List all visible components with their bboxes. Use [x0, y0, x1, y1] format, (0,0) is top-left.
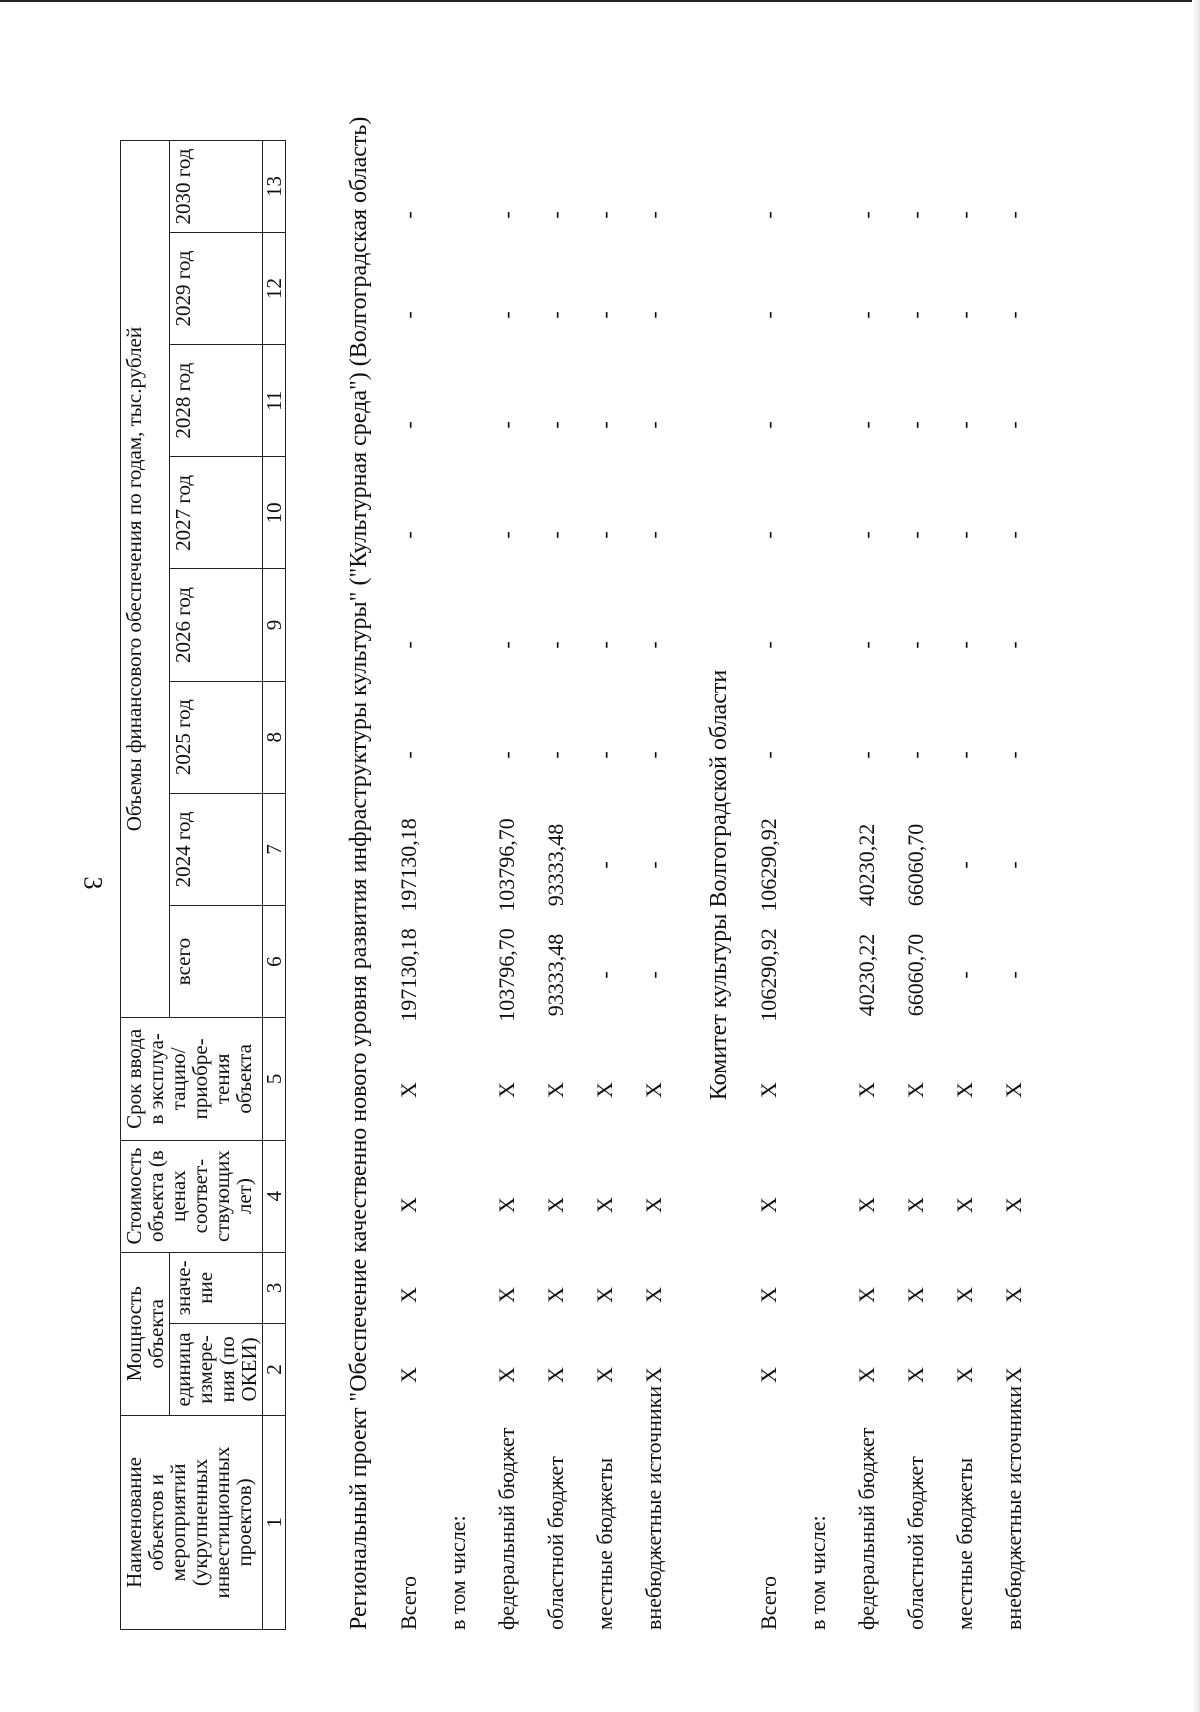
cell-year: - [903, 641, 928, 649]
cell-total: 197130,18 [396, 928, 421, 1022]
cell-year: - [543, 531, 568, 539]
table-row [396, 140, 436, 1630]
table-row [952, 140, 992, 1630]
column-number: 2 [263, 1324, 286, 1416]
cell-total: 40230,22 [854, 933, 879, 1017]
column-number: 1 [263, 1415, 286, 1629]
cell-year: - [1001, 751, 1026, 759]
cell-value: X [396, 1287, 421, 1303]
cell-year: - [592, 211, 617, 219]
cell-year: - [1001, 531, 1026, 539]
cell-year: - [1001, 211, 1026, 219]
table-row [494, 140, 534, 1630]
finance-table-header [120, 140, 286, 1630]
header-object-name: Наименование объектов и мероприятий (укрупненных инвестиционных проектов) [121, 1415, 263, 1629]
column-number: 8 [263, 681, 286, 793]
header-power-value: значе-ние [170, 1252, 263, 1323]
cell-unit: X [494, 1367, 519, 1383]
cell-year: - [1001, 641, 1026, 649]
column-number: 13 [263, 141, 286, 233]
cell-year: - [641, 531, 666, 539]
cell-2024: - [1001, 861, 1026, 869]
cell-year: - [592, 531, 617, 539]
cell-cost: X [756, 1197, 781, 1213]
cell-value: X [1001, 1287, 1026, 1303]
cell-year: - [854, 421, 879, 429]
cell-unit: X [592, 1367, 617, 1383]
table-row [1001, 140, 1041, 1630]
cell-cost: X [592, 1197, 617, 1213]
cell-year: - [854, 311, 879, 319]
column-number: 9 [263, 569, 286, 681]
cell-term: X [641, 1082, 666, 1098]
cell-year: - [592, 751, 617, 759]
cell-total: - [592, 971, 617, 979]
column-number: 10 [263, 457, 286, 569]
table-row [903, 140, 943, 1630]
cell-unit: X [903, 1367, 928, 1383]
table-row [805, 140, 845, 1630]
cell-year: - [952, 641, 977, 649]
table-row [854, 140, 894, 1630]
cell-year: - [494, 641, 519, 649]
cell-unit: X [396, 1367, 421, 1383]
cell-year: - [756, 211, 781, 219]
cell-year: - [1001, 421, 1026, 429]
section-title: Региональный проект "Обеспечение качественно нового уровня развития инфраструктуры культуры" ("Культурная среда") (Волгоградская область) [346, 116, 372, 1630]
cell-year: - [641, 311, 666, 319]
cell-2024: 66060,70 [903, 823, 928, 907]
cell-year: - [854, 641, 879, 649]
cell-total: 93333,48 [543, 933, 568, 1017]
header-finance: Объемы финансового обеспечения по годам, тыс.рублей [121, 141, 170, 1018]
cell-cost: X [396, 1197, 421, 1213]
scan-right-edge [1192, 0, 1200, 1712]
row-label: федеральный бюджет [494, 1427, 519, 1630]
cell-value: X [494, 1287, 519, 1303]
column-number: 4 [263, 1140, 286, 1252]
cell-cost: X [903, 1197, 928, 1213]
cell-value: X [903, 1287, 928, 1303]
cell-year: - [903, 311, 928, 319]
header-power: Мощность объекта [121, 1252, 170, 1415]
cell-year: - [641, 421, 666, 429]
table-row [445, 140, 485, 1630]
column-number: 12 [263, 232, 286, 344]
cell-value: X [854, 1287, 879, 1303]
header-total: всего [170, 905, 263, 1017]
header-year: 2026 год [170, 569, 263, 681]
header-power-unit: единица измере-ния (по ОКЕИ) [170, 1324, 263, 1416]
cell-year: - [543, 421, 568, 429]
cell-total: - [641, 971, 666, 979]
cell-term: X [756, 1082, 781, 1098]
row-label: внебюджетные источники [641, 1385, 666, 1630]
cell-year: - [903, 751, 928, 759]
rotated-page-content [120, 105, 1080, 1665]
cell-unit: X [641, 1367, 666, 1383]
cell-term: X [903, 1082, 928, 1098]
row-label: областной бюджет [543, 1456, 568, 1630]
header-year: 2029 год [170, 232, 263, 344]
cell-2024: 106290,92 [756, 818, 781, 912]
header-term: Срок ввода в эксплуа-тацию/ приобре-тения объекта [121, 1018, 263, 1140]
cell-2024: - [592, 861, 617, 869]
cell-year: - [641, 211, 666, 219]
header-year: 2028 год [170, 345, 263, 457]
column-number: 6 [263, 905, 286, 1017]
cell-unit: X [854, 1367, 879, 1383]
cell-2024: 103796,70 [494, 818, 519, 912]
cell-cost: X [494, 1197, 519, 1213]
cell-year: - [756, 531, 781, 539]
cell-value: X [641, 1287, 666, 1303]
cell-term: X [494, 1082, 519, 1098]
cell-2024: 93333,48 [543, 823, 568, 907]
cell-year: - [756, 751, 781, 759]
cell-year: - [854, 531, 879, 539]
cell-term: X [1001, 1082, 1026, 1098]
cell-year: - [396, 211, 421, 219]
cell-cost: X [641, 1197, 666, 1213]
cell-year: - [952, 211, 977, 219]
cell-year: - [396, 751, 421, 759]
row-label: в том числе: [445, 1515, 470, 1630]
cell-year: - [903, 421, 928, 429]
cell-year: - [903, 211, 928, 219]
header-year: 2025 год [170, 681, 263, 793]
row-label: Всего [756, 1576, 781, 1630]
cell-year: - [641, 751, 666, 759]
cell-term: X [543, 1082, 568, 1098]
cell-year: - [396, 641, 421, 649]
cell-term: X [952, 1082, 977, 1098]
cell-year: - [952, 531, 977, 539]
column-number: 5 [263, 1018, 286, 1140]
cell-year: - [396, 421, 421, 429]
cell-value: X [592, 1287, 617, 1303]
cell-unit: X [1001, 1367, 1026, 1383]
cell-value: X [543, 1287, 568, 1303]
cell-unit: X [756, 1367, 781, 1383]
cell-cost: X [854, 1197, 879, 1213]
cell-year: - [494, 751, 519, 759]
cell-year: - [592, 421, 617, 429]
row-label: местные бюджеты [952, 1457, 977, 1630]
header-year: 2030 год [170, 141, 263, 233]
header-year: 2024 год [170, 793, 263, 905]
column-number: 3 [263, 1252, 286, 1323]
row-label: внебюджетные источники [1001, 1385, 1026, 1630]
cell-year: - [952, 751, 977, 759]
table-row [756, 140, 796, 1630]
row-label: местные бюджеты [592, 1457, 617, 1630]
cell-year: - [543, 641, 568, 649]
column-number: 11 [263, 345, 286, 457]
cell-term: X [396, 1082, 421, 1098]
cell-unit: X [952, 1367, 977, 1383]
cell-unit: X [543, 1367, 568, 1383]
cell-value: X [952, 1287, 977, 1303]
cell-year: - [494, 421, 519, 429]
cell-value: X [756, 1287, 781, 1303]
cell-cost: X [1001, 1197, 1026, 1213]
cell-year: - [854, 751, 879, 759]
cell-total: 103796,70 [494, 928, 519, 1022]
row-label: в том числе: [805, 1515, 830, 1630]
cell-year: - [756, 641, 781, 649]
column-number: 7 [263, 793, 286, 905]
row-label: федеральный бюджет [854, 1427, 879, 1630]
row-label: областной бюджет [903, 1456, 928, 1630]
scan-top-edge [0, 0, 1200, 8]
header-year: 2027 год [170, 457, 263, 569]
row-label: Всего [396, 1576, 421, 1630]
cell-year: - [641, 641, 666, 649]
cell-2024: - [952, 861, 977, 869]
cell-year: - [592, 641, 617, 649]
cell-year: - [952, 311, 977, 319]
table-row [641, 140, 681, 1630]
cell-total: 106290,92 [756, 928, 781, 1022]
table-row [543, 140, 583, 1630]
page-number: 3 [78, 876, 108, 890]
cell-term: X [592, 1082, 617, 1098]
cell-cost: X [952, 1197, 977, 1213]
cell-total: - [1001, 971, 1026, 979]
cell-year: - [756, 421, 781, 429]
cell-2024: - [641, 861, 666, 869]
table-row [592, 140, 632, 1630]
cell-year: - [1001, 311, 1026, 319]
header-cost: Стоимость объекта (в ценах соответ-ствующих лет) [121, 1140, 263, 1252]
cell-year: - [543, 211, 568, 219]
cell-year: - [952, 421, 977, 429]
cell-cost: X [543, 1197, 568, 1213]
cell-year: - [543, 751, 568, 759]
cell-year: - [592, 311, 617, 319]
section-title: Комитет культуры Волгоградской области [706, 669, 732, 1101]
cell-year: - [396, 311, 421, 319]
cell-2024: 40230,22 [854, 823, 879, 907]
cell-term: X [854, 1082, 879, 1098]
cell-year: - [494, 311, 519, 319]
cell-year: - [903, 531, 928, 539]
cell-year: - [494, 531, 519, 539]
cell-year: - [756, 311, 781, 319]
cell-total: 66060,70 [903, 933, 928, 1017]
cell-year: - [396, 531, 421, 539]
cell-total: - [952, 971, 977, 979]
cell-2024: 197130,18 [396, 818, 421, 912]
cell-year: - [854, 211, 879, 219]
cell-year: - [494, 211, 519, 219]
cell-year: - [543, 311, 568, 319]
